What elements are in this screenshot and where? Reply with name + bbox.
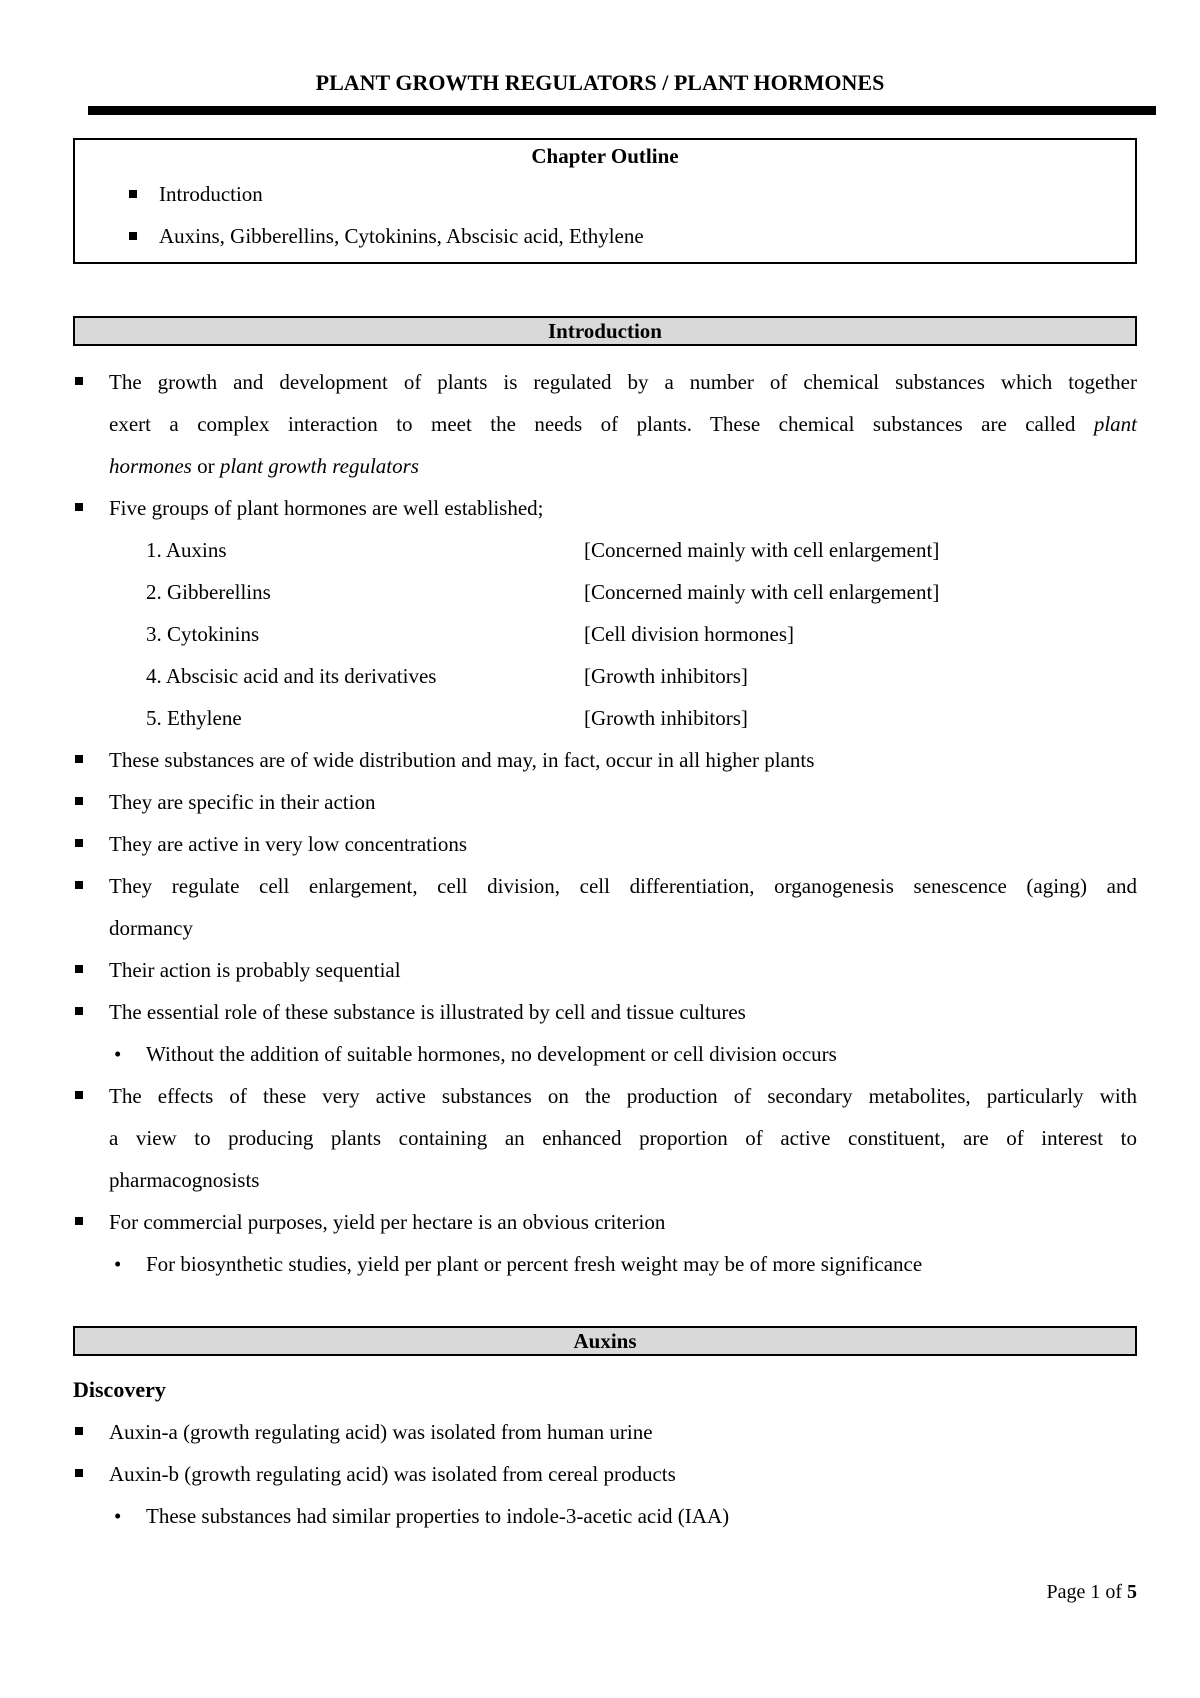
page-number-prefix: Page 1 of xyxy=(1046,1581,1127,1603)
section-bar-auxins: Auxins xyxy=(73,1326,1137,1356)
auxins-sub-bullet-text: These substances had similar properties to indole-3-acetic acid (IAA) xyxy=(146,1504,730,1528)
intro-paragraph-line xyxy=(109,361,1137,403)
square-bullet-icon xyxy=(75,965,83,973)
intro-sub-bullet xyxy=(114,1033,1137,1075)
square-bullet-icon xyxy=(75,1217,83,1225)
intro-bullet xyxy=(109,823,1137,865)
square-bullet-icon xyxy=(129,190,137,198)
auxins-bullet-text: Auxin-a (growth regulating acid) was isolated from human urine xyxy=(109,1420,653,1444)
intro-bullet-text: For commercial purposes, yield per hectare is an obvious criterion xyxy=(109,1210,666,1234)
intro-italic-term: plant growth regulators xyxy=(219,454,419,478)
square-bullet-icon xyxy=(75,377,83,385)
hormone-group-note: [Growth inhibitors] xyxy=(584,664,748,688)
intro-bullet xyxy=(109,1201,1137,1243)
page-header-title: PLANT GROWTH REGULATORS / PLANT HORMONES xyxy=(315,70,885,95)
dot-bullet-icon: • xyxy=(114,1504,122,1528)
intro-bullet-text: They are active in very low concentrations xyxy=(109,832,468,856)
auxins-bullet xyxy=(109,1453,1137,1495)
square-bullet-icon xyxy=(75,503,83,511)
page-number-total: 5 xyxy=(1127,1581,1137,1603)
intro-bullet-text: They regulate cell enlargement, cell division, cell differentiation, organogenesis senescence (aging) and xyxy=(109,874,1137,898)
square-bullet-icon xyxy=(75,1469,83,1477)
intro-bullet-continuation: dormancy xyxy=(109,916,193,940)
chapter-outline-title: Chapter Outline xyxy=(531,144,679,168)
chapter-outline-box xyxy=(73,138,1137,264)
square-bullet-icon xyxy=(75,1427,83,1435)
outline-item xyxy=(159,182,263,207)
hormone-group-label: 1. Auxins xyxy=(146,538,227,562)
intro-italic-term: hormones xyxy=(109,454,192,478)
square-bullet-icon xyxy=(75,1091,83,1099)
intro-sub-bullet-text: For biosynthetic studies, yield per plant or percent fresh weight may be of more significance xyxy=(146,1252,923,1276)
intro-text: The growth and development of plants is regulated by a number of chemical substances which together xyxy=(109,370,1137,394)
auxins-bullet-text: Auxin-b (growth regulating acid) was isolated from cereal products xyxy=(109,1462,676,1486)
intro-bullet-continuation: a view to producing plants containing an enhanced proportion of active constituent, are of interest to xyxy=(109,1126,1137,1150)
intro-sub-bullet-text: Without the addition of suitable hormones, no development or cell division occurs xyxy=(146,1042,837,1066)
intro-bullet-text: These substances are of wide distribution and may, in fact, occur in all higher plants xyxy=(109,748,815,772)
intro-text: exert a complex interaction to meet the needs of plants. These chemical substances are called xyxy=(109,412,1094,436)
hormone-group-label: 3. Cytokinins xyxy=(146,622,260,646)
intro-bullet xyxy=(109,739,1137,781)
square-bullet-icon xyxy=(129,232,137,240)
intro-bullet-text: The essential role of these substance is illustrated by cell and tissue cultures xyxy=(109,1000,746,1024)
hormone-group-label: 5. Ethylene xyxy=(146,706,242,730)
hormone-group-label: 2. Gibberellins xyxy=(146,580,271,604)
outline-item xyxy=(159,224,644,249)
dot-bullet-icon: • xyxy=(114,1252,122,1276)
intro-bullet xyxy=(109,949,1137,991)
square-bullet-icon xyxy=(75,755,83,763)
intro-bullet-text: The effects of these very active substances on the production of secondary metabolites, particularly with xyxy=(109,1084,1137,1108)
page-number xyxy=(0,1581,1137,1604)
groups-intro-line xyxy=(109,487,1137,529)
intro-italic-term: plant xyxy=(1093,412,1137,436)
section-bar-introduction: Introduction xyxy=(73,316,1137,346)
square-bullet-icon xyxy=(75,1007,83,1015)
intro-bullet xyxy=(109,781,1137,823)
intro-paragraph-line xyxy=(109,445,1137,487)
dot-bullet-icon: • xyxy=(114,1042,122,1066)
groups-intro-text: Five groups of plant hormones are well established; xyxy=(109,496,544,520)
auxins-sub-bullet xyxy=(114,1495,1137,1537)
intro-bullet xyxy=(109,1075,1137,1117)
intro-bullet xyxy=(109,865,1137,907)
intro-bullet-continuation: pharmacognosists xyxy=(109,1168,260,1192)
intro-sub-bullet xyxy=(114,1243,1137,1285)
intro-bullet-text: Their action is probably sequential xyxy=(109,958,401,982)
square-bullet-icon xyxy=(75,797,83,805)
discovery-heading: Discovery xyxy=(73,1377,166,1402)
auxins-bullet xyxy=(109,1411,1137,1453)
outline-item-label: Auxins, Gibberellins, Cytokinins, Abscisic acid, Ethylene xyxy=(159,224,644,248)
hormone-group-note: [Cell division hormones] xyxy=(584,622,794,646)
intro-bullet xyxy=(109,991,1137,1033)
square-bullet-icon xyxy=(75,839,83,847)
square-bullet-icon xyxy=(75,881,83,889)
outline-item-label: Introduction xyxy=(159,182,263,206)
intro-text: or xyxy=(191,454,220,478)
hormone-group-note: [Growth inhibitors] xyxy=(584,706,748,730)
intro-paragraph-line xyxy=(109,403,1137,445)
hormone-group-note: [Concerned mainly with cell enlargement] xyxy=(584,538,940,562)
header-rule xyxy=(88,106,1156,115)
hormone-group-note: [Concerned mainly with cell enlargement] xyxy=(584,580,940,604)
intro-bullet-text: They are specific in their action xyxy=(109,790,376,814)
hormone-group-label: 4. Abscisic acid and its derivatives xyxy=(146,664,437,688)
